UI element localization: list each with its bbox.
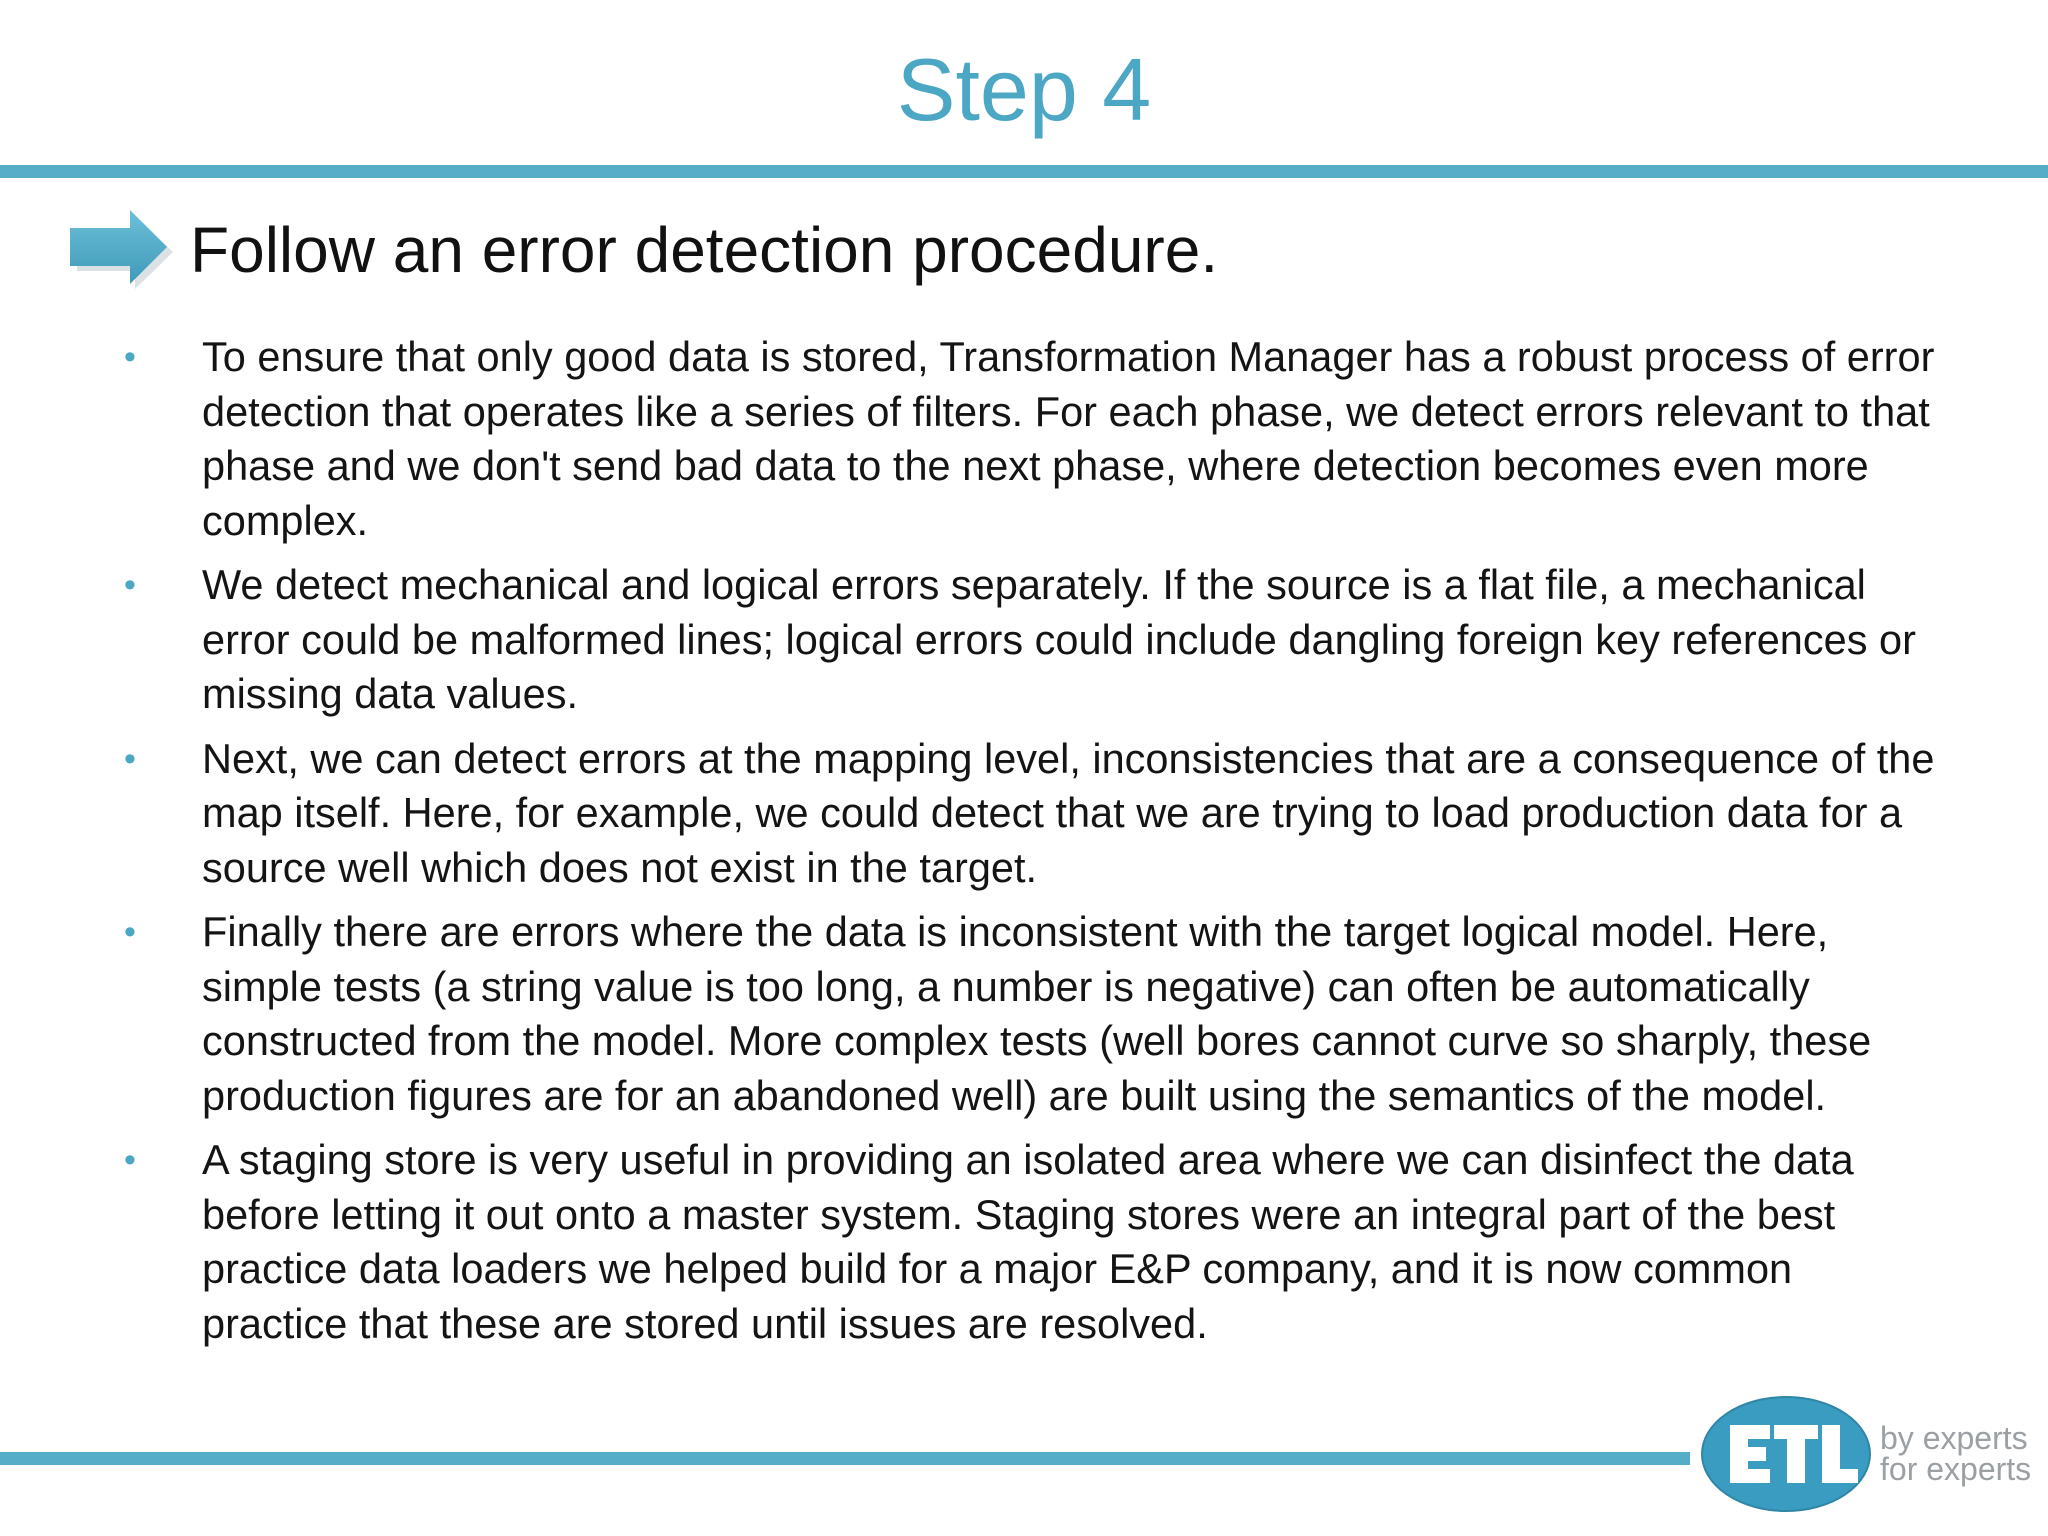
bullet-dot-icon: • xyxy=(124,739,136,778)
bullet-dot-icon: • xyxy=(124,338,136,376)
etl-logo-mark xyxy=(1700,1395,1872,1513)
etl-logo xyxy=(1700,1395,2040,1515)
list-item xyxy=(120,330,1940,548)
logo-tagline-line2: for experts xyxy=(1880,1451,2032,1487)
bullet-dot-icon: • xyxy=(124,1141,136,1179)
bullet-dot-icon: • xyxy=(124,913,136,951)
slide-title: Step 4 xyxy=(896,40,1152,139)
bullet-text: To ensure that only good data is stored, Transformation Manager has a robust process of error detection that operates like a series of filters. For each phase, we detect errors relevant to that phase and we don't send bad data to the next phase, where detection becomes even more complex. xyxy=(202,333,1935,544)
list-item xyxy=(120,558,1940,722)
bullet-text: Next, we can detect errors at the mapping level, inconsistencies that are a consequence of the map itself. Here, for example, we could detect that we are trying to load production data for a source well which does not exist in the target. xyxy=(202,734,1935,891)
logo-tagline xyxy=(1880,1420,2040,1487)
bottom-divider xyxy=(0,1452,1690,1465)
subheading: Follow an error detection procedure. xyxy=(190,214,1219,286)
bullet-text: Finally there are errors where the data is inconsistent with the target logical model. Here, simple tests (a string value is too long, a number is negative) can often be automatically constructed from the model. More complex tests (well bores cannot curve so sharply, these production figures are for an abandoned well) are built using the semantics of the model. xyxy=(202,908,1872,1119)
list-item xyxy=(120,1133,1940,1351)
list-item xyxy=(120,905,1940,1123)
right-arrow-icon xyxy=(70,208,175,290)
bullet-text: A staging store is very useful in providing an isolated area where we can disinfect the data before letting it out onto a master system. Staging stores were an integral part of the best practice data loaders we helped build for a major E&P company, and it is now common practice that these are stored until issues are resolved. xyxy=(202,1136,1854,1347)
bullet-dot-icon: • xyxy=(124,566,136,604)
list-item xyxy=(120,732,1940,896)
bullet-text: We detect mechanical and logical errors separately. If the source is a flat file, a mechanical error could be malformed lines; logical errors could include dangling foreign key references or missing data values. xyxy=(202,561,1916,717)
logo-tagline-line1: by experts xyxy=(1880,1420,2028,1456)
bullet-list xyxy=(120,330,1940,1361)
top-divider xyxy=(0,165,2048,178)
